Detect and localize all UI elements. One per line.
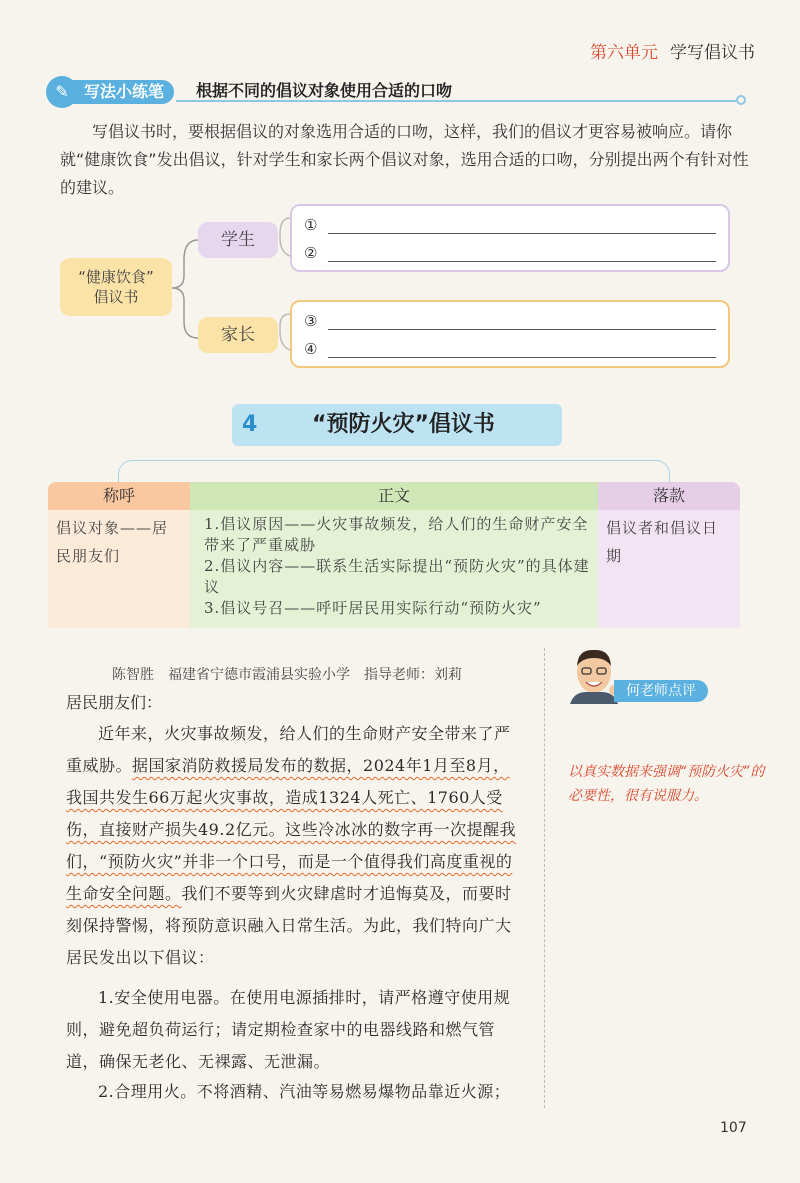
exercise-title: 根据不同的倡议对象使用合适的口吻 <box>196 81 453 100</box>
answer-box-students <box>290 204 730 272</box>
blank-number: ③ <box>304 312 318 330</box>
answer-blank[interactable] <box>304 310 716 334</box>
structure-item: 1.倡议原因——火灾事故频发，给人们的生命财产安全带来了严重威胁 <box>204 515 589 554</box>
structure-body-signature: 倡议者和倡议日期 <box>598 510 740 628</box>
highlighted-data-sentence: 据国家消防救援局发布的数据，2024年1月至8月，我国共发生66万起火灾事故，造成1324人死亡、1760人受伤，直接财产损失49.2亿元。这些冷冰冰的数字再一次提醒我们，“预防火灾”并非一个口号，而是一个值得我们高度重视的生命安全问题。 <box>66 756 517 903</box>
column-divider <box>544 648 545 1108</box>
essay-title: “预防火灾”倡议书 <box>312 412 495 437</box>
exercise-tag: 写法小练笔 <box>70 80 174 104</box>
page-number: 107 <box>720 1120 747 1136</box>
answer-blank[interactable] <box>304 242 716 266</box>
blank-number: ④ <box>304 340 318 358</box>
write-line <box>328 261 716 262</box>
unit-label: 第六单元 <box>590 43 658 63</box>
root-line-2: 倡议书 <box>93 288 139 306</box>
structure-connector <box>118 460 670 482</box>
blank-number: ② <box>304 244 318 262</box>
pen-icon: ✎ <box>46 76 78 108</box>
unit-header <box>590 38 755 63</box>
node-students: 学生 <box>198 222 278 258</box>
structure-item: 2.倡议内容——联系生活实际提出“预防火灾”的具体建议 <box>204 557 590 596</box>
proposal-1: 1.安全使用电器。在使用电源插排时，请严格遵守使用规则，避免超负荷运行；请定期检查家中的电器线路和燃气管道，确保无老化、无裸露、无泄漏。 <box>66 988 511 1071</box>
heading-rule-dot <box>736 95 746 105</box>
structure-body-salutation: 倡议对象——居民朋友们 <box>48 510 190 628</box>
structure-item: 3.倡议号召——呼吁居民用实际行动“预防火灾” <box>204 599 542 617</box>
exercise-intro: 写倡议书时，要根据倡议的对象选用合适的口吻，这样，我们的倡议才更容易被响应。请你就“健康饮食”发出倡议，针对学生和家长两个倡议对象，选用合适的口吻，分别提出两个有针对性的建议。 <box>60 122 749 197</box>
teacher-comment-tag: 何老师点评 <box>614 680 708 702</box>
lesson-label: 学写倡议书 <box>670 43 755 63</box>
paragraph-intro <box>66 718 526 974</box>
structure-body-main <box>190 510 598 628</box>
essay-title-banner <box>232 404 562 446</box>
paragraph-intro-c: 我们不要等到火灾肆虐时才追悔莫及，而要时刻保持警惕，将预防意识融入日常生活。为此，我们特向广大居民发出以下倡议： <box>66 884 512 967</box>
root-line-1: “健康饮食” <box>78 268 154 286</box>
greeting: 居民朋友们： <box>66 693 163 712</box>
structure-head-salutation: 称呼 <box>48 482 190 510</box>
answer-blank[interactable] <box>304 214 716 238</box>
structure-head-main: 正文 <box>190 482 598 510</box>
write-line <box>328 233 716 234</box>
essay-number: 4 <box>242 412 258 437</box>
proposal-2: 2.合理用火。不将酒精、汽油等易燃易爆物品靠近火源； <box>98 1082 511 1101</box>
structure-head-signature: 落款 <box>598 482 740 510</box>
answer-box-parents <box>290 300 730 368</box>
author-line: 陈智胜 福建省宁德市霞浦县实验小学 指导老师：刘莉 <box>112 667 462 683</box>
mindmap-root <box>60 258 172 316</box>
write-line <box>328 357 716 358</box>
paragraph-intro-a: 近年来，火灾事故频发，给人们的生命财产安全带来了严重威胁。 <box>66 724 511 775</box>
node-parents: 家长 <box>198 317 278 353</box>
exercise-heading <box>46 80 746 104</box>
mindmap-brace <box>170 236 200 346</box>
blank-number: ① <box>304 216 318 234</box>
answer-blank[interactable] <box>304 338 716 362</box>
write-line <box>328 329 716 330</box>
teacher-comment: 以真实数据来强调“预防火灾”的必要性，很有说服力。 <box>568 764 765 804</box>
